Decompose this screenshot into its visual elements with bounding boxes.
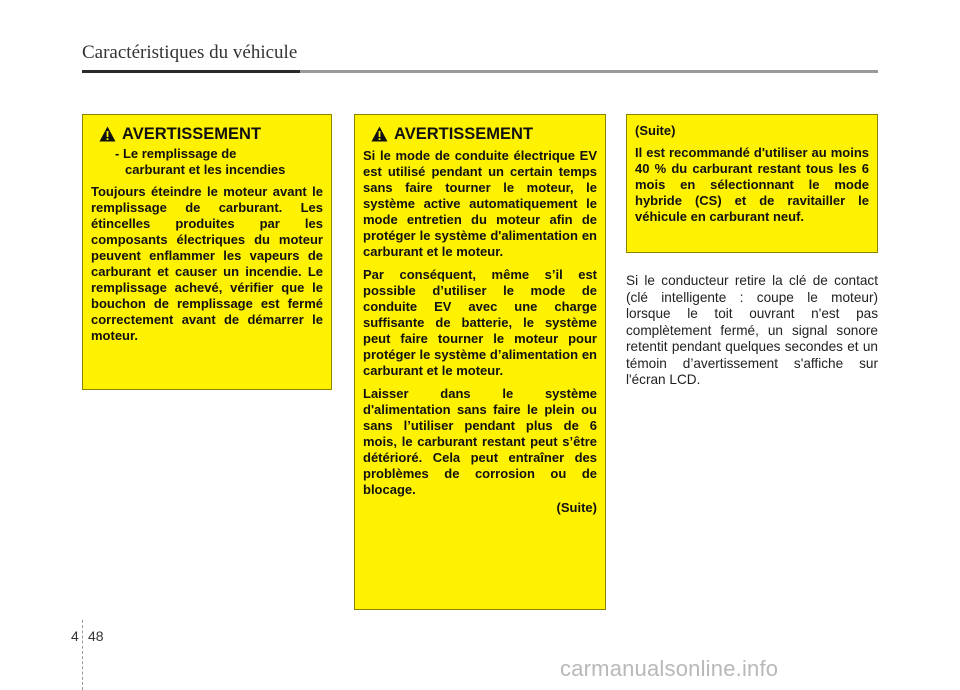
chapter-number: 4 xyxy=(71,628,79,644)
header-rule-accent xyxy=(82,70,300,73)
warning-title xyxy=(371,124,597,144)
warning-subtitle-line1: - Le remplissage de xyxy=(115,146,237,161)
warning-subtitle-line2: carburant et les incendies xyxy=(125,162,286,177)
page-number: 48 xyxy=(88,628,104,644)
warning-title xyxy=(99,124,323,144)
warning-title-text: AVERTISSEMENT xyxy=(394,125,534,143)
warning-triangle-icon xyxy=(371,126,388,142)
warning-subtitle xyxy=(115,146,323,178)
warning-box-continued xyxy=(626,114,878,253)
page-header-title: Caractéristiques du véhicule xyxy=(82,42,298,63)
warning-body: Il est recommandé d'utiliser au moins 40 % du carburant restant tous les 6 mois en sélectionnant le mode hybride (CS) et de ravitailler le véhicule en carburant neuf. xyxy=(635,145,869,224)
warning-body: Toujours éteindre le moteur avant le remplissage de carburant. Les étincelles produites par les composants électriques du moteur peuvent enflammer les vapeurs de carburant et causer un incendie. Le remplissage achevé, vérifier que le bouchon de remplissage est fermé correctement avant de démarrer le moteur. xyxy=(91,184,323,343)
footer-divider xyxy=(82,620,83,690)
warning-box-ev-mode xyxy=(354,114,606,610)
warning-paragraph-1: Si le mode de conduite électrique EV est utilisé pendant un certain temps sans faire tourner le moteur, le système active automatiquement le mode entretien du moteur afin de protéger le système d'alimentation en carburant et le moteur. xyxy=(363,148,597,259)
warning-triangle-icon xyxy=(99,126,116,142)
warning-title-text: AVERTISSEMENT xyxy=(122,125,262,143)
watermark: carmanualsonline.info xyxy=(560,656,779,681)
warning-paragraph-3: Laisser dans le système d'alimentation sans faire le plein ou sans l’utiliser pendant plus de 6 mois, le carburant restant peut s’être détérioré. Cela peut entraîner des problèmes de corrosion ou de blocage. xyxy=(363,386,597,497)
continued-label: (Suite) xyxy=(556,500,597,515)
warning-box-refueling xyxy=(82,114,332,390)
warning-paragraph-2: Par conséquent, même s’il est possible d’utiliser le mode de conduite EV avec une charge suffisante de batterie, le système peut faire tourner le moteur pour protéger le système d’alimentation en carburant et le moteur. xyxy=(363,267,597,378)
body-paragraph: Si le conducteur retire la clé de contact (clé intelligente : coupe le moteur) lorsque le toit ouvrant n'est pas complètement fermé, un signal sonore retentit pendant quelques secondes et un témoin d’avertissement s'affiche sur l'écran LCD. xyxy=(626,273,878,387)
continued-label: (Suite) xyxy=(635,123,676,138)
